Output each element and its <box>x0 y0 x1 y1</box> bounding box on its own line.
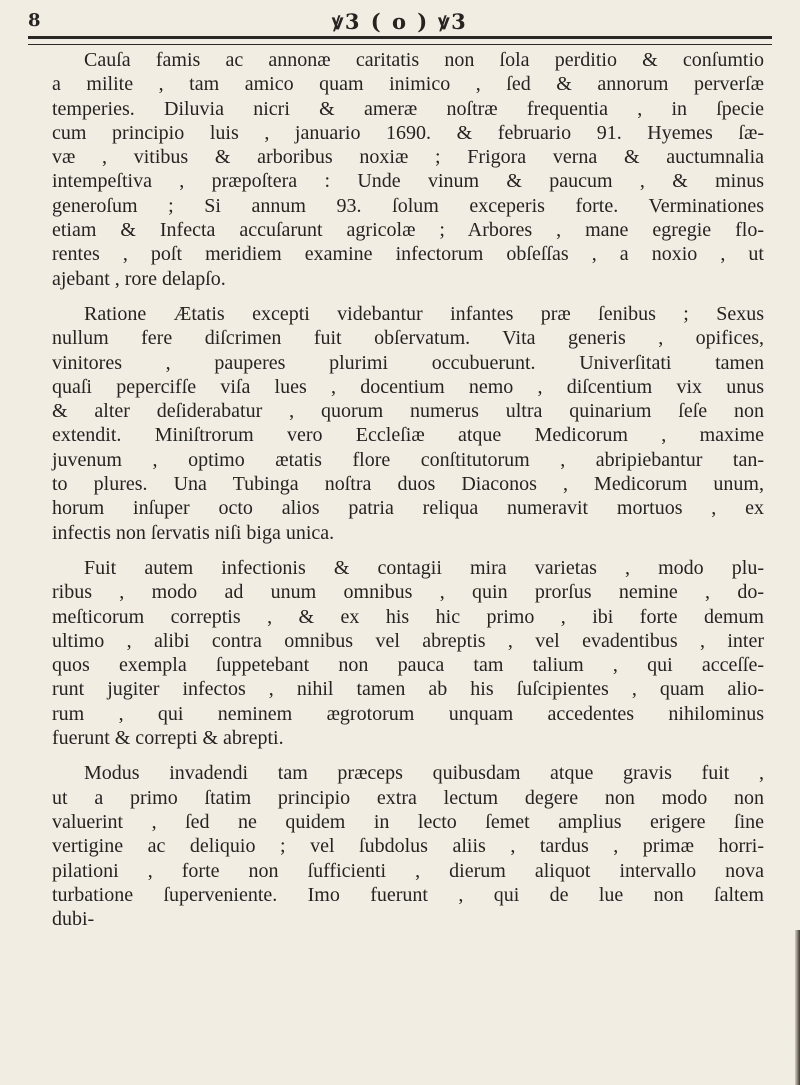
page-header <box>28 6 772 36</box>
text-line: & alter deſiderabatur , quorum numerus ultra quinarium ſeſe non <box>52 400 764 423</box>
page-number: 8 <box>28 10 41 31</box>
text-line: pilationi , forte non ſufficienti , dierum aliquot intervallo nova <box>52 859 764 882</box>
text-line: Cauſa famis ac annonæ caritatis non ſola perditio & conſumtio <box>84 49 764 71</box>
text-line: ultimo , alibi contra omnibus vel abreptis , vel evadentibus , inter <box>52 629 764 652</box>
text-line: intempeſtiva , præpoſtera : Unde vinum & paucum , & minus <box>52 170 764 193</box>
text-line: temperies. Diluvia nicri & ameræ noſtræ frequentia , in ſpecie <box>52 97 764 120</box>
text-line: quos exempla ſuppetebant non pauca tam talium , qui acceſſe- <box>52 654 764 677</box>
text-line: ribus , modo ad unum omnibus , quin prorſus nemine , do- <box>52 581 764 604</box>
text-line: quaſi pepercifſe viſa lues , docentium nemo , diſcentium vix unus <box>52 375 764 398</box>
text-line: dubi- <box>52 908 95 931</box>
paragraph <box>52 556 764 750</box>
text-line: horum inſuper octo alios patria reliqua numeravit mortuos , ex <box>52 497 764 520</box>
text-line: nullum fere diſcrimen fuit obſervatum. Vita generis , opifices, <box>52 327 764 350</box>
text-line: rum , qui neminem ægrotorum unquam accedentes nihilominus <box>52 702 764 725</box>
text-line: Modus invadendi tam præceps quibusdam atque gravis fuit , <box>84 762 764 785</box>
body-text <box>52 48 764 942</box>
text-line: væ , vitibus & arboribus noxiæ ; Frigora verna & auctumnalia <box>52 146 764 169</box>
text-line: etiam & Infecta accuſarunt agricolæ ; Arbores , mane egregie flo- <box>52 219 764 242</box>
text-line: vertigine ac deliquio ; vel ſubdolus aliis , tardus , primæ horri- <box>52 835 764 858</box>
text-line: extendit. Miniſtrorum vero Eccleſiæ atque Medicorum , maxime <box>52 424 764 447</box>
text-line: Ratione Ætatis excepti videbantur infantes præ ſenibus ; Sexus <box>84 302 764 325</box>
text-line: juvenum , optimo ætatis flore conſtitutorum , abripiebantur tan- <box>52 448 764 471</box>
text-line: rentes , poſt meridiem examine infectorum obſeſſas , a noxio , ut <box>52 243 764 266</box>
text-line: runt jugiter infectos , nihil tamen ab his ſuſcipientes , quam alio- <box>52 678 764 701</box>
text-line: valuerint , ſed ne quidem in lecto ſemet amplius erigere ſine <box>52 810 764 833</box>
text-line: turbatione ſuperveniente. Imo fuerunt , qui de lue non ſaltem <box>52 883 764 906</box>
text-line: fuerunt & correpti & abrepti. <box>52 727 284 750</box>
text-line: to plures. Una Tubinga noſtra duos Diaconos , Medicorum unum, <box>52 473 764 496</box>
text-line: ajebant , rore delapſo. <box>52 267 226 290</box>
page-edge-shadow <box>795 930 800 1085</box>
header-rule <box>28 36 772 45</box>
paragraph <box>52 48 764 291</box>
text-line: infectis non ſervatis niſi biga unica. <box>52 521 335 544</box>
paragraph <box>52 761 764 931</box>
running-head: ꝟ3 ( o ) ꝟ3 <box>332 9 468 34</box>
text-line: a milite , tam amico quam inimico , ſed & annorum perverſæ <box>52 73 764 96</box>
text-line: vinitores , pauperes plurimi occubuerunt. Univerſitati tamen <box>52 351 764 374</box>
paragraph <box>52 302 764 545</box>
text-line: generoſum ; Si annum 93. ſolum exceperis forte. Verminationes <box>52 194 764 217</box>
text-line: ut a primo ſtatim principio extra lectum degere non modo non <box>52 786 764 809</box>
text-line: meſticorum correptis , & ex his hic primo , ibi forte demum <box>52 605 764 628</box>
text-line: Fuit autem infectionis & contagii mira varietas , modo plu- <box>84 556 764 579</box>
text-line: cum principio luis , januario 1690. & februario 91. Hyemes ſæ- <box>52 121 764 144</box>
